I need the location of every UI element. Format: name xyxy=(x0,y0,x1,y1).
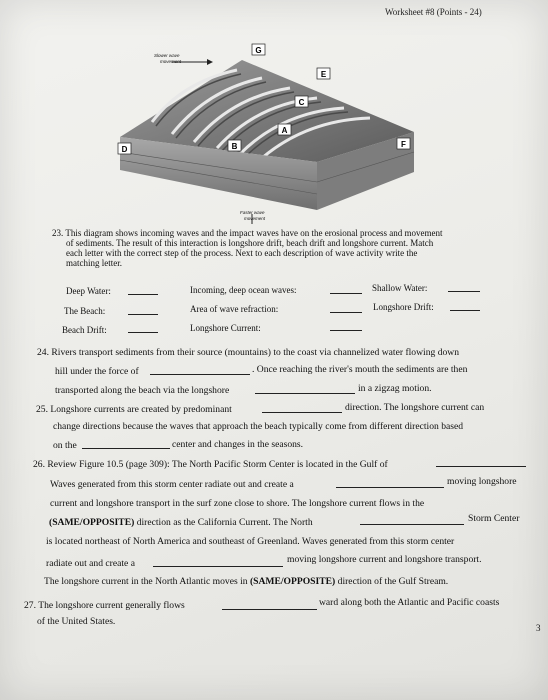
q24-line-2a: hill under the force of xyxy=(55,366,139,377)
q26-line-4b: Storm Center xyxy=(468,513,520,524)
q26-line-1: 26. Review Figure 10.5 (page 309): The North Pacific Storm Center is located in the Gulf of xyxy=(33,459,388,470)
q23-line-4: matching letter. xyxy=(66,258,122,268)
q24-line-3b: in a zigzag motion. xyxy=(358,383,432,394)
q25-line-3a: on the xyxy=(53,440,77,451)
answer-blank[interactable] xyxy=(255,385,355,394)
q26-line-6b: moving longshore current and longshore transport. xyxy=(287,554,482,565)
wave-refraction-diagram xyxy=(112,42,417,227)
q26-line-5: is located northeast of North America and southeast of Greenland. Waves generated from this storm center xyxy=(46,536,455,547)
q26-line-6a: radiate out and create a xyxy=(46,558,135,569)
answer-blank[interactable] xyxy=(450,302,480,311)
label-f: F xyxy=(401,140,406,149)
item-beach-drift: Beach Drift: xyxy=(62,325,107,335)
q23-line-2: of sediments. The result of this interaction is longshore drift, beach drift and longshore current. Match xyxy=(66,238,434,248)
q26-line-7 xyxy=(44,576,448,587)
q25-line-3b: center and changes in the seasons. xyxy=(172,439,304,450)
q27-line-1b: ward along both the Atlantic and Pacific coasts xyxy=(319,597,500,608)
item-wave-refraction: Area of wave refraction: xyxy=(190,304,279,314)
answer-blank[interactable] xyxy=(222,601,317,610)
label-g: G xyxy=(255,46,262,55)
answer-blank[interactable] xyxy=(360,516,464,525)
q24-line-3a: transported along the beach via the longshore xyxy=(55,385,230,396)
answer-blank[interactable] xyxy=(330,322,362,331)
answer-blank[interactable] xyxy=(153,558,283,567)
q25-line-1a: 25. Longshore currents are created by predominant xyxy=(36,404,232,415)
q26-same-opposite-2: (SAME/OPPOSITE) xyxy=(249,576,336,587)
item-deep-water: Deep Water: xyxy=(66,286,111,296)
slower-label-2: movement xyxy=(160,59,182,64)
page-number: 3 xyxy=(536,623,541,633)
label-d: D xyxy=(121,145,128,154)
faster-label-1: Faster wave xyxy=(240,210,265,215)
answer-blank[interactable] xyxy=(128,286,158,295)
q26-line-4-text: direction as the California Current. The North xyxy=(134,517,313,528)
answer-blank[interactable] xyxy=(128,324,158,333)
q26-same-opposite-1: (SAME/OPPOSITE) xyxy=(49,517,135,528)
q27-line-2: of the United States. xyxy=(37,616,116,627)
item-longshore-current: Longshore Current: xyxy=(190,323,261,333)
q26-line-7a: The longshore current in the North Atlantic moves in xyxy=(44,576,250,587)
q25-line-2: change directions because the waves that approach the beach typically come from different direction based xyxy=(53,421,464,432)
answer-blank[interactable] xyxy=(330,285,362,294)
q26-line-7c: direction of the Gulf Stream. xyxy=(335,576,449,587)
item-shallow-water: Shallow Water: xyxy=(372,283,428,293)
q24-line-1: 24. Rivers transport sediments from their source (mountains) to the coast via channelized water flowing down xyxy=(37,347,460,358)
label-c: C xyxy=(298,98,305,107)
q26-line-4 xyxy=(49,517,313,528)
faster-label-2: movement xyxy=(244,216,266,221)
answer-blank[interactable] xyxy=(448,283,480,292)
answer-blank[interactable] xyxy=(128,306,158,315)
item-incoming-waves: Incoming, deep ocean waves: xyxy=(190,285,297,295)
q26-line-3: current and longshore transport in the surf zone close to shore. The longshore current flows in the xyxy=(50,498,425,509)
q23-line-1: 23. This diagram shows incoming waves and the impact waves have on the erosional process and movement xyxy=(52,228,443,238)
answer-blank[interactable] xyxy=(436,458,526,467)
label-b: B xyxy=(231,142,238,151)
answer-blank[interactable] xyxy=(262,404,342,413)
label-e: E xyxy=(320,70,327,79)
worksheet-header: Worksheet #8 (Points - 24) xyxy=(385,7,482,17)
q26-line-2a: Waves generated from this storm center radiate out and create a xyxy=(50,479,294,490)
q26-line-2b: moving longshore xyxy=(447,476,517,487)
q25-line-1b: direction. The longshore current can xyxy=(345,402,485,413)
q24-line-2b: . Once reaching the river's mouth the sediments are then xyxy=(252,364,468,375)
label-a: A xyxy=(281,126,288,135)
answer-blank[interactable] xyxy=(336,479,444,488)
answer-blank[interactable] xyxy=(150,366,250,375)
q23-line-3: each letter with the correct step of the process. Next to each description of wave activity write the xyxy=(66,248,418,258)
answer-blank[interactable] xyxy=(82,440,170,449)
item-the-beach: The Beach: xyxy=(64,306,106,316)
item-longshore-drift: Longshore Drift: xyxy=(373,302,434,312)
q27-line-1a: 27. The longshore current generally flows xyxy=(24,600,185,611)
slower-label-1: Slower wave xyxy=(154,53,180,58)
answer-blank[interactable] xyxy=(330,304,362,313)
